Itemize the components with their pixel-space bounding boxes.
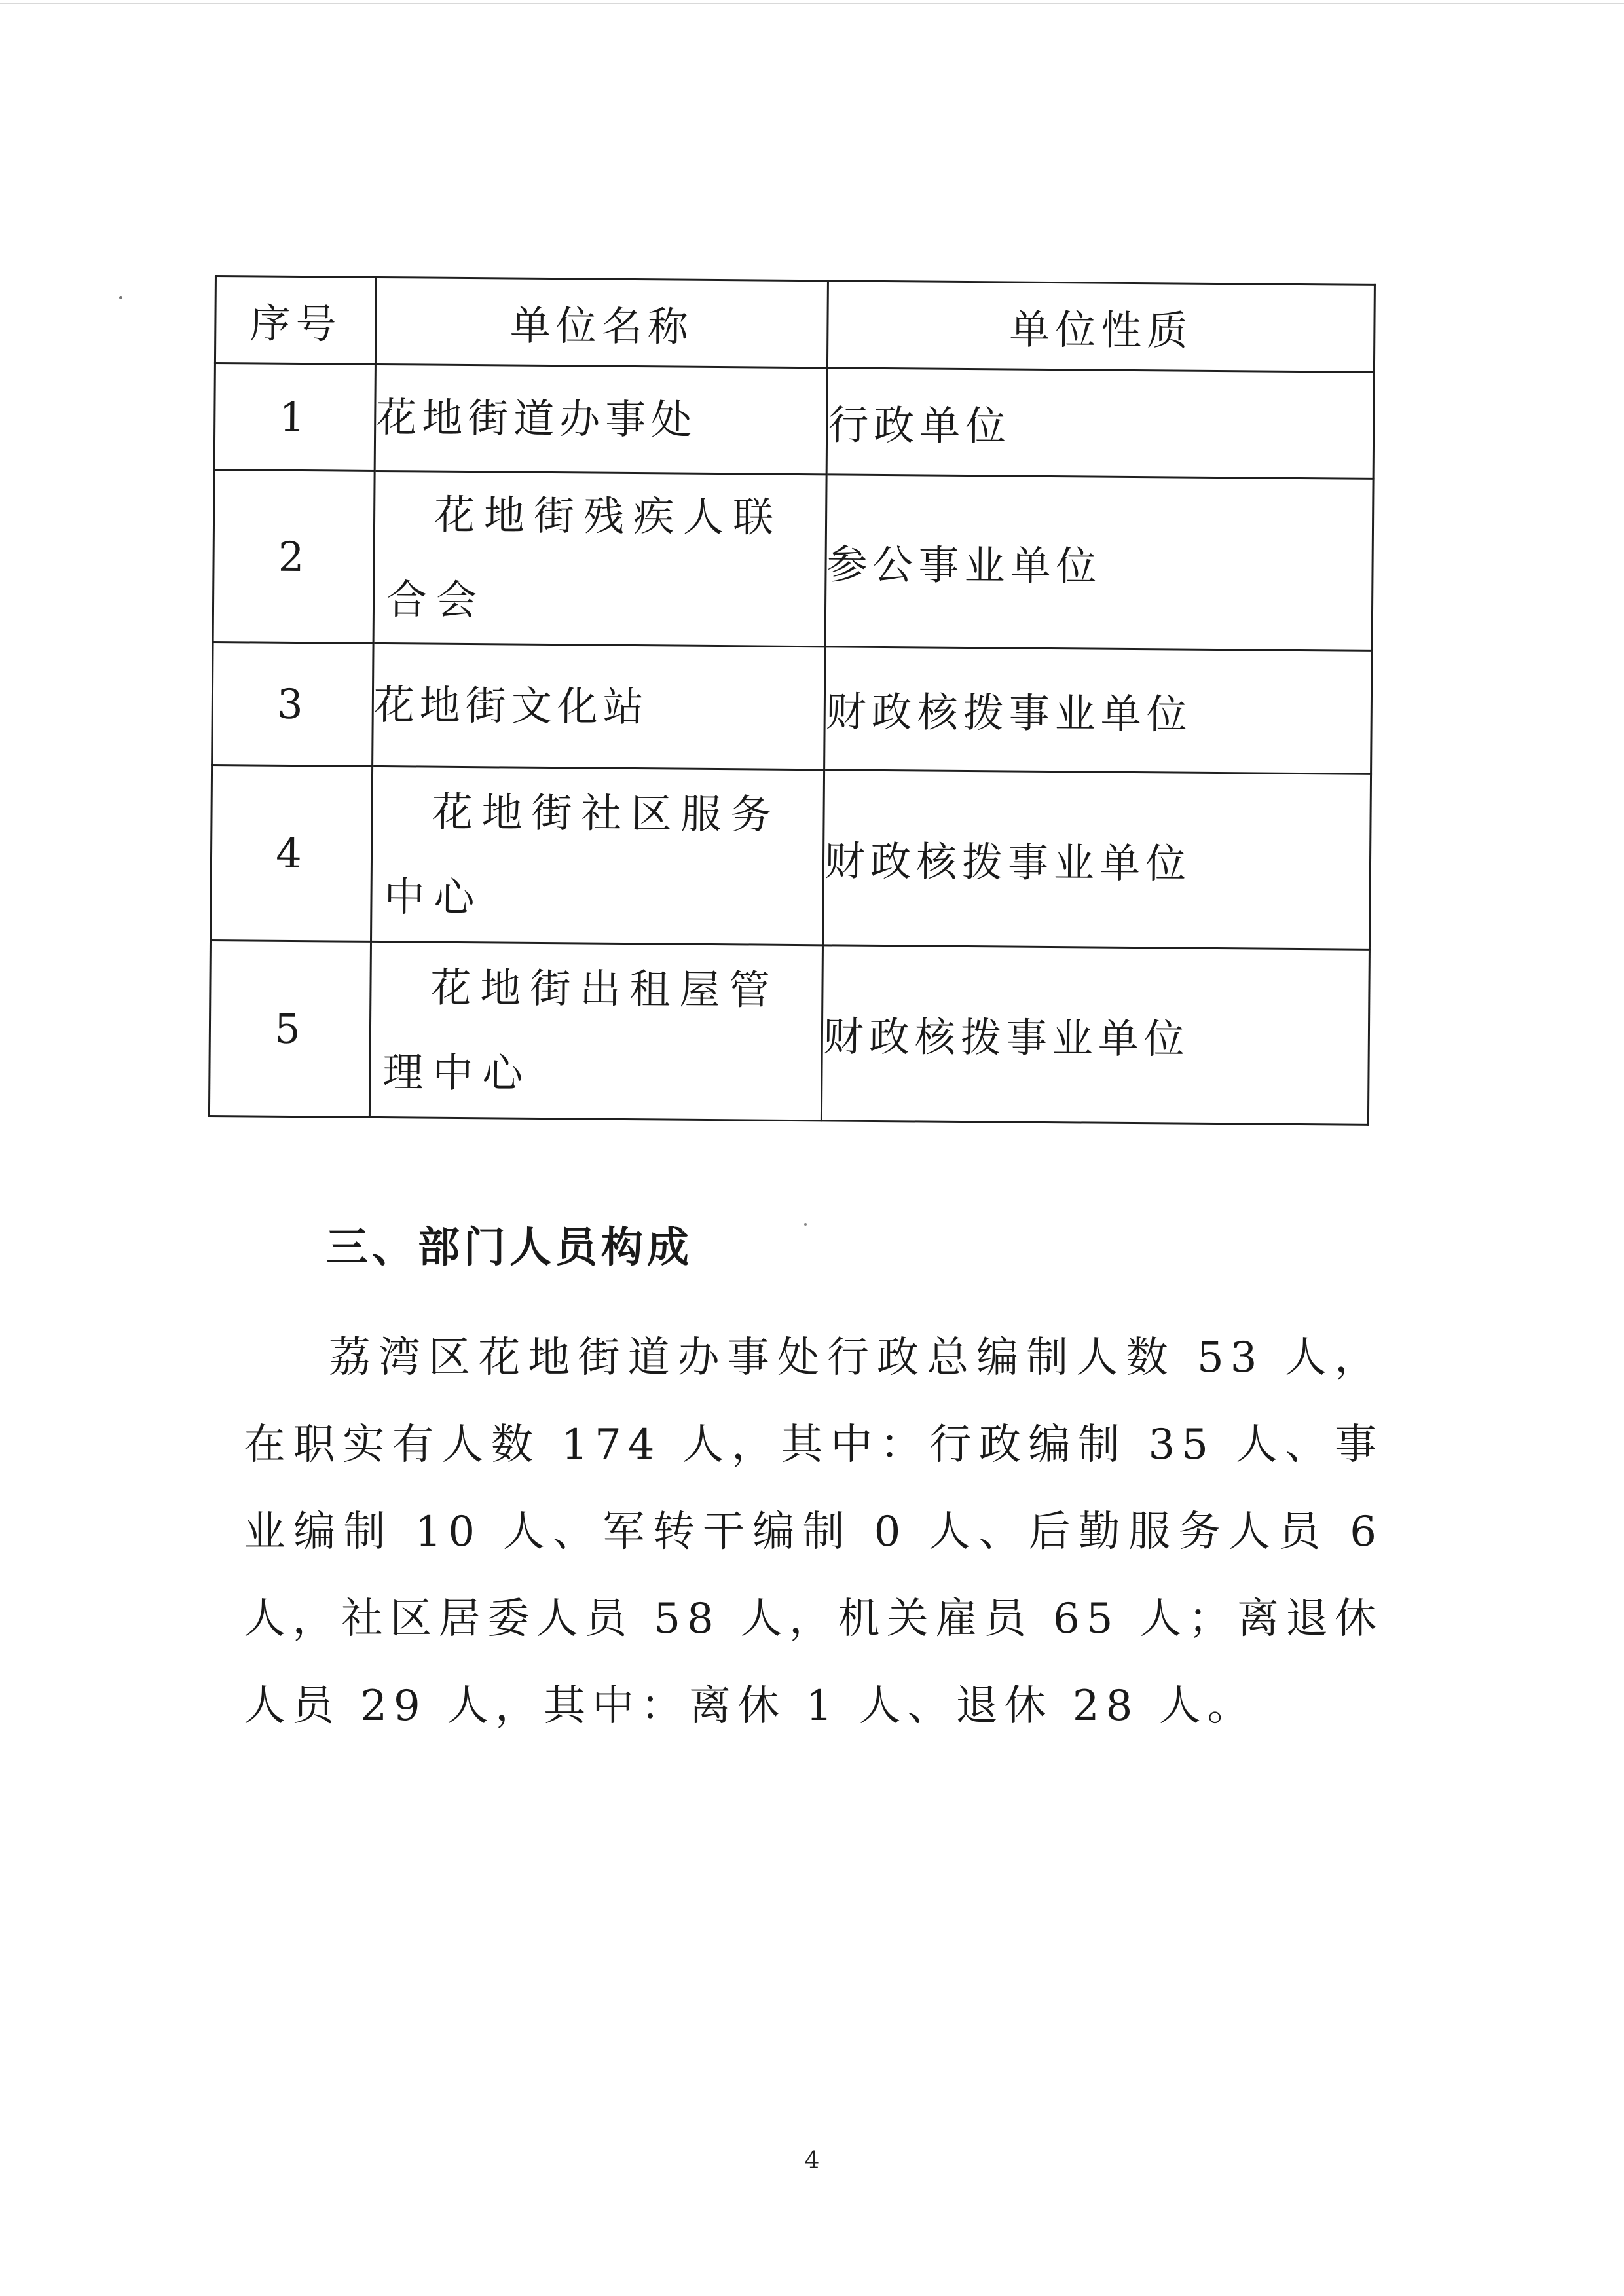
table-row: [214, 363, 1374, 479]
row-seq: 4: [211, 765, 373, 941]
table-header-row: [215, 276, 1375, 373]
table-row: [209, 940, 1369, 1125]
unit-table-container: [208, 275, 1374, 1126]
unit-table: [208, 275, 1376, 1126]
row-unit-kind: 财政核拨事业单位: [822, 770, 1371, 950]
table-row: [213, 470, 1373, 651]
row-seq: 5: [209, 940, 371, 1117]
header-unit-kind: 单位性质: [827, 281, 1375, 373]
scan-top-edge: [0, 3, 1624, 4]
scan-speck: [119, 296, 122, 299]
header-seq: 序号: [215, 276, 376, 365]
section-body-paragraph: 荔湾区花地街道办事处行政总编制人数 53 人，在职实有人数 174 人，其中：行政编制 35 人、事业编制 10 人、军转干编制 0 人、后勤服务人员 6 人，社区居委人员 58 人，机关雇员 65 人；离退休人员 29 人，其中：离休 1 人、退休 28 人。: [244, 1334, 1383, 1730]
row-unit-name: 花地街文化站: [373, 643, 825, 769]
row-unit-name: 花地街道办事处: [375, 364, 827, 474]
row-unit-name: 花地街出租屋管理中心: [369, 941, 822, 1120]
row-unit-name: 花地街社区服务中心: [371, 766, 824, 945]
row-unit-kind: 参公事业单位: [825, 475, 1373, 651]
row-seq: 2: [213, 470, 375, 644]
section-heading: 三、部门人员构成: [326, 1224, 693, 1272]
row-seq: 3: [212, 642, 373, 766]
row-unit-kind: 行政单位: [826, 368, 1374, 479]
table-row: [212, 642, 1372, 774]
scan-speck: [804, 1223, 807, 1226]
table-row: [211, 765, 1371, 949]
header-unit-name: 单位名称: [375, 277, 828, 367]
row-unit-name: 花地街残疾人联合会: [373, 471, 826, 646]
page-number: 4: [804, 2147, 820, 2174]
row-seq: 1: [214, 363, 375, 471]
row-unit-kind: 财政核拨事业单位: [821, 945, 1369, 1125]
row-unit-kind: 财政核拨事业单位: [824, 647, 1372, 774]
